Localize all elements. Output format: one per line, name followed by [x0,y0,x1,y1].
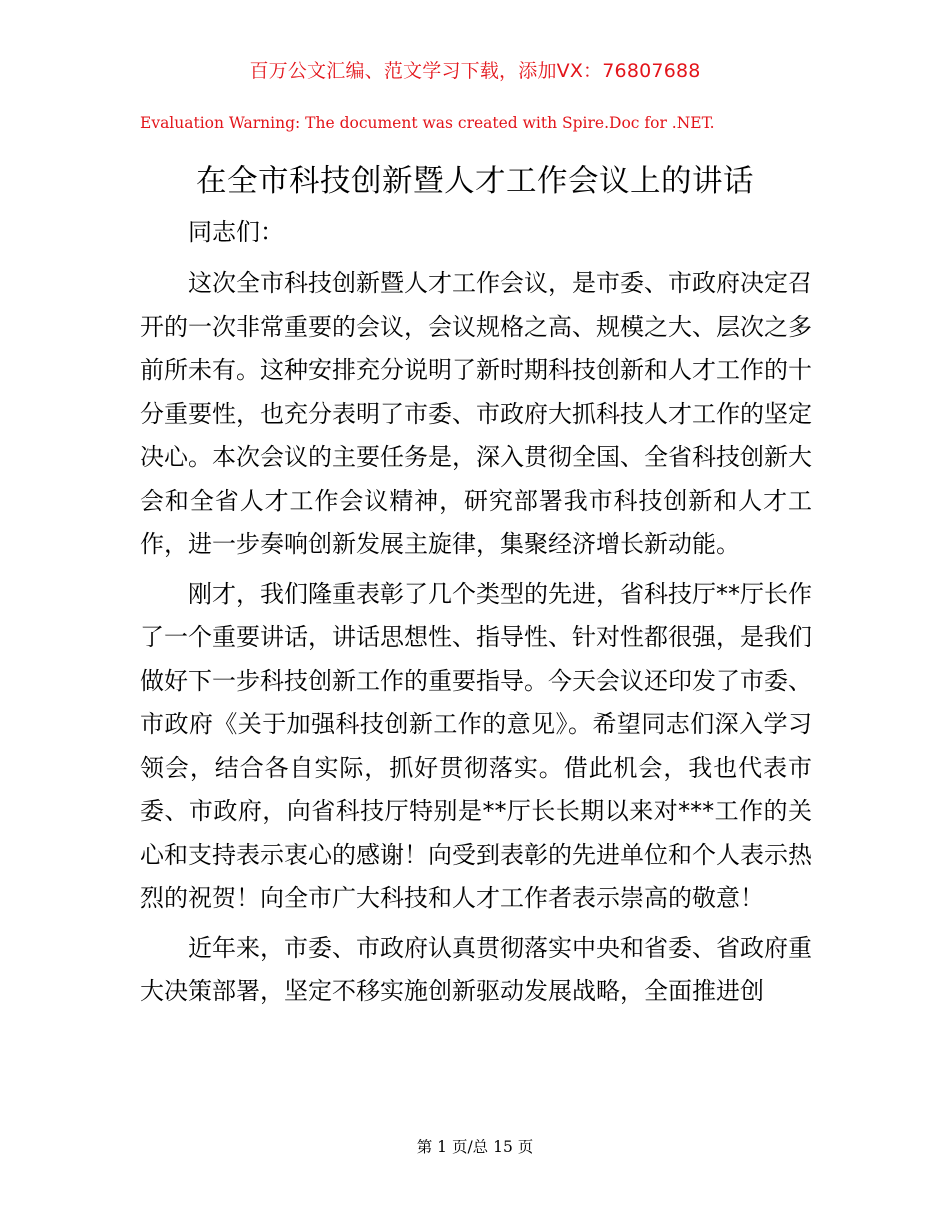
document-title: 在全市科技创新暨人才工作会议上的讲话 [196,164,754,199]
paragraph: 这次全市科技创新暨人才工作会议，是市委、市政府决定召开的一次非常重要的会议，会议规格之高、规模之大、层次之多前所未有。这种安排充分说明了新时期科技创新和人才工作的十分重要性，也充分表明了市委、市政府大抓科技人才工作的坚定决心。本次会议的主要任务是，深入贯彻全国、全省科技创新大会和全省人才工作会议精神，研究部署我市科技创新和人才工作，进一步奏响创新发展主旋律，集聚经济增长新动能。 [140,269,812,558]
document-body [140,262,812,1014]
evaluation-warning: Evaluation Warning: The document was created with Spire.Doc for .NET. [140,114,715,132]
paragraph: 刚才，我们隆重表彰了几个类型的先进，省科技厅**厅长作了一个重要讲话，讲话思想性、指导性、针对性都很强，是我们做好下一步科技创新工作的重要指导。今天会议还印发了市委、市政府《关于加强科技创新工作的意见》。希望同志们深入学习领会，结合各自实际，抓好贯彻落实。借此机会，我也代表市委、市政府，向省科技厅特别是**厅长长期以来对***工作的关心和支持表示衷心的感谢！向受到表彰的先进单位和个人表示热烈的祝贺！向全市广大科技和人才工作者表示崇高的敬意！ [140,579,812,912]
paragraph: 近年来，市委、市政府认真贯彻落实中央和省委、省政府重大决策部署，坚定不移实施创新驱动发展战略，全面推进创 [140,933,812,1005]
promo-banner: 百万公文汇编、范文学习下载，添加VX：76807688 [249,60,701,82]
page-indicator: 第 1 页/总 15 页 [416,1138,534,1156]
salutation: 同志们： [188,218,284,246]
